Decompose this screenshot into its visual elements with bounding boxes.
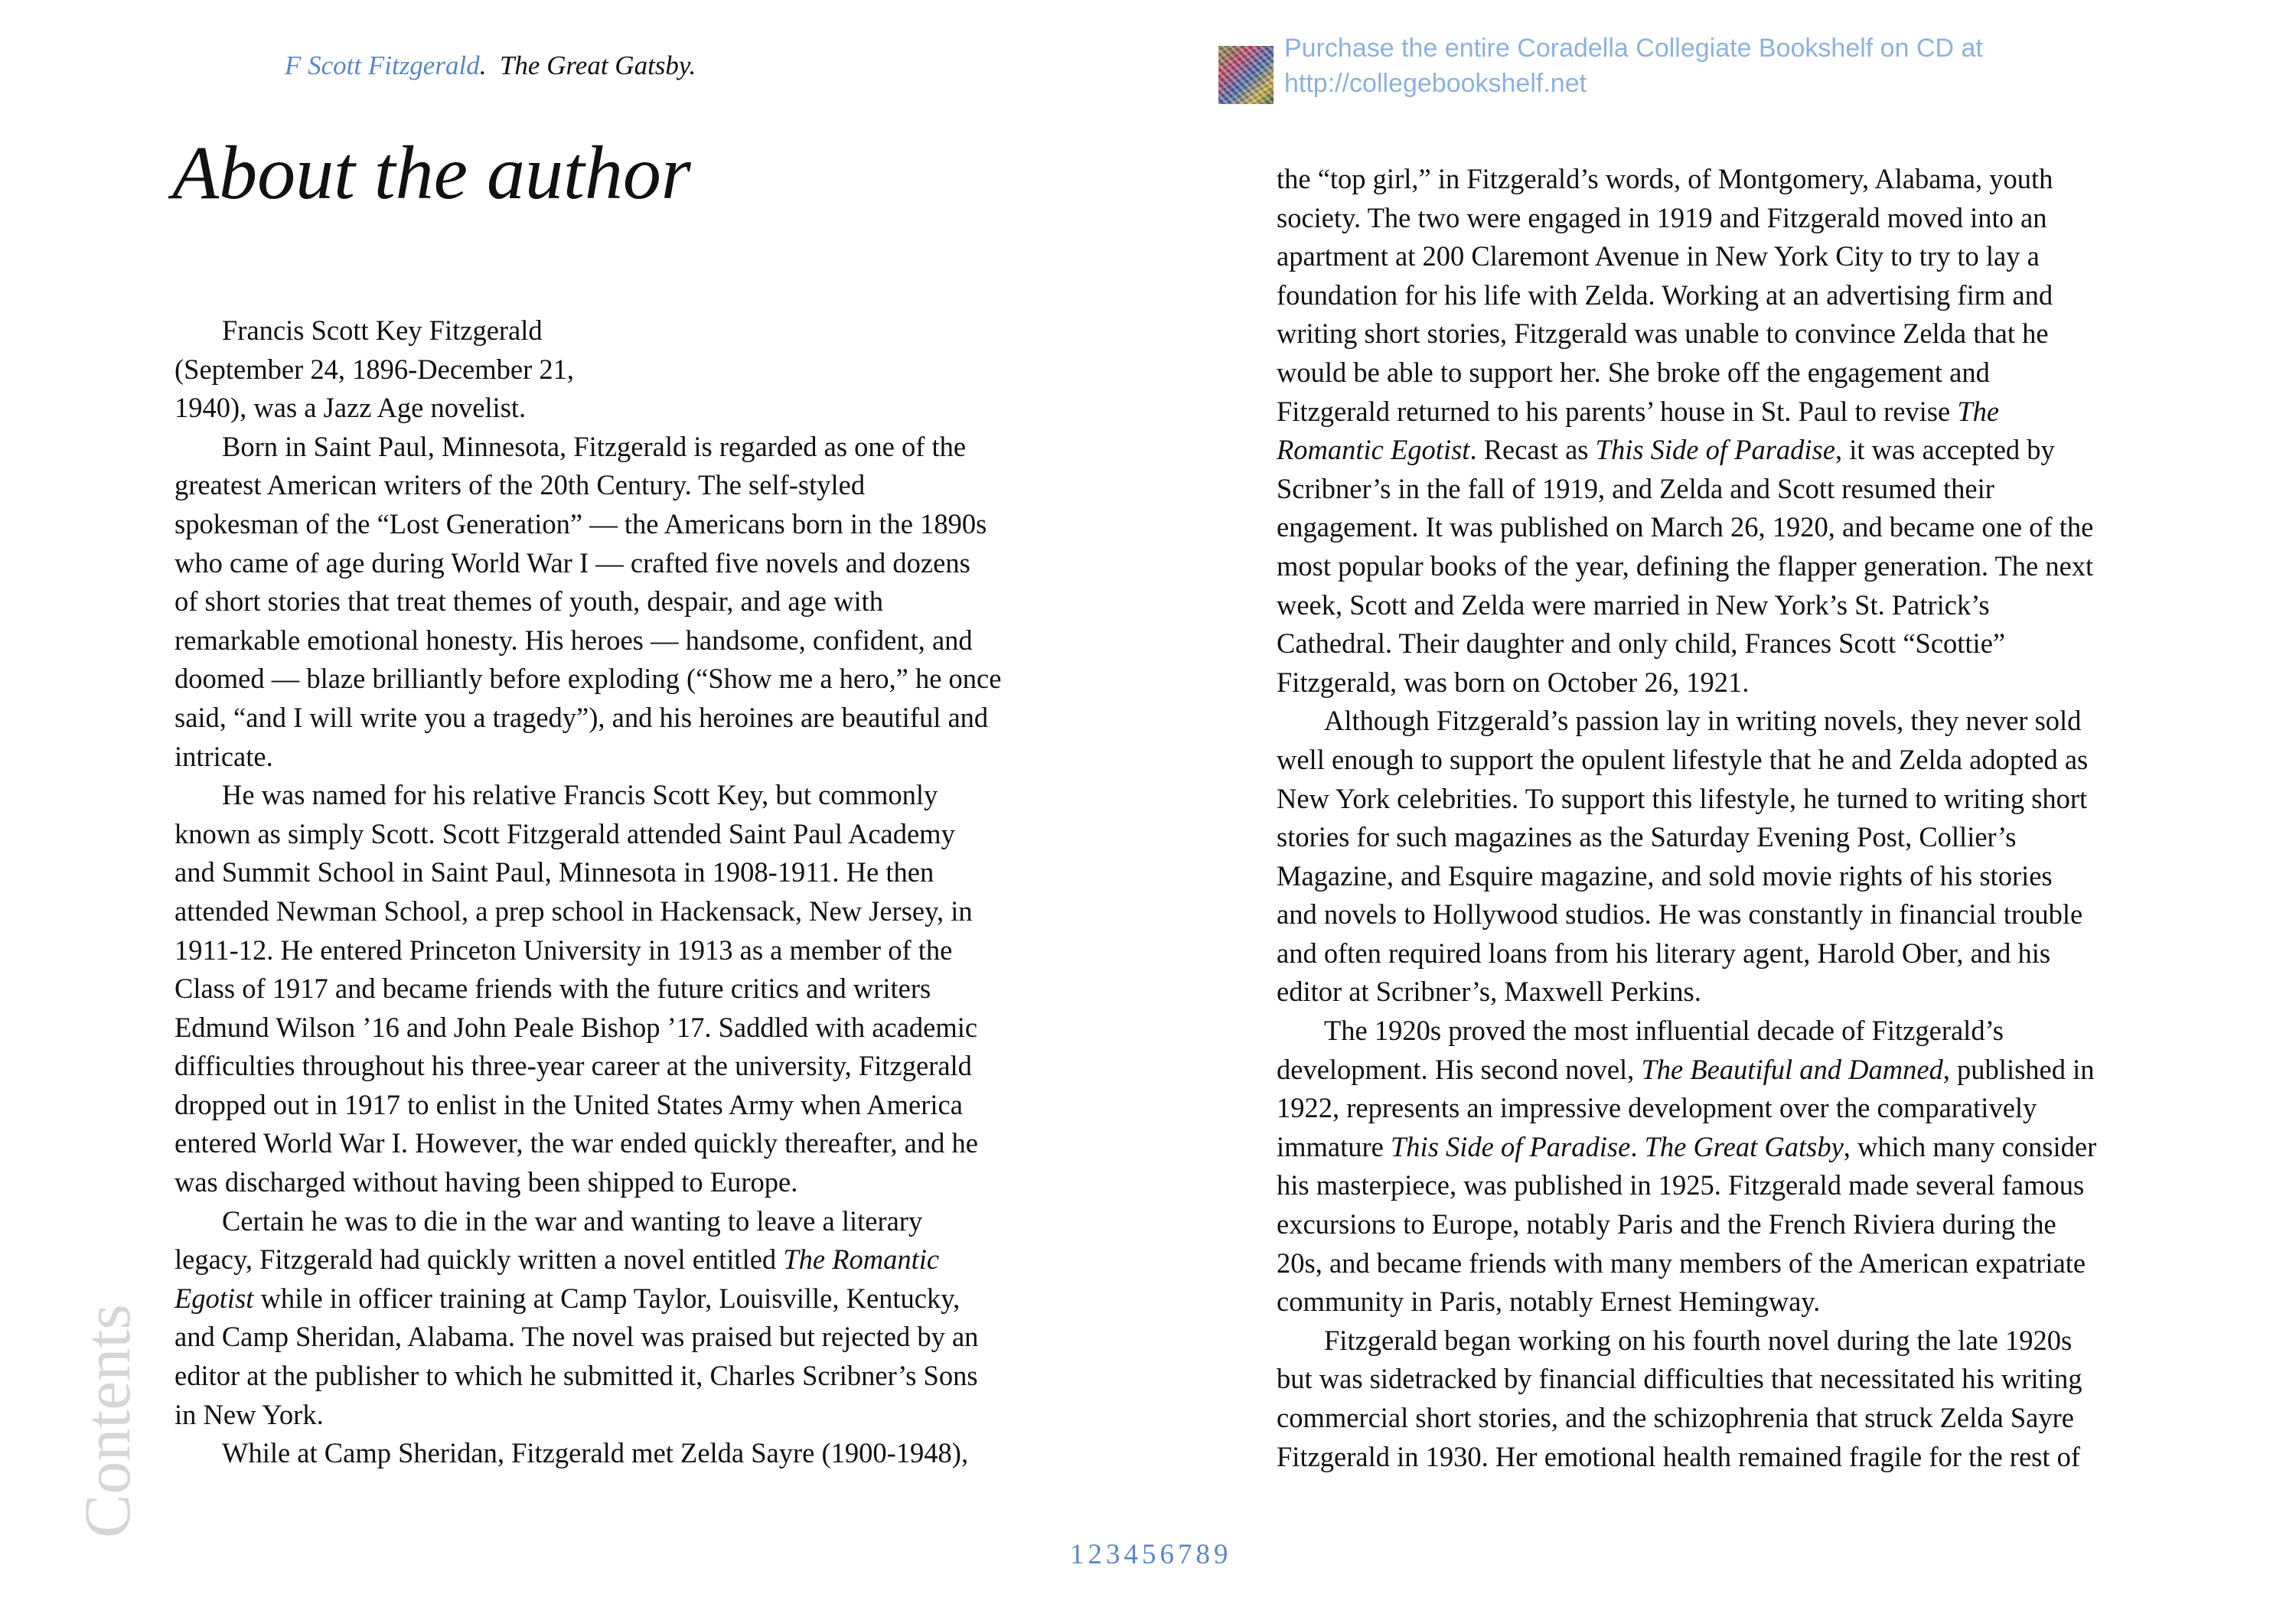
text-line: He was named for his relative Francis Scott Key, but commonly <box>222 779 938 811</box>
text-line: , published in <box>1942 1053 2095 1085</box>
text-line: and novels to Hollywood studios. He was constantly in financial trouble <box>1277 898 2083 931</box>
text-line: (September 24, 1896-December 21, <box>174 353 574 385</box>
text-line: in New York. <box>174 1398 324 1430</box>
coradella-logo-icon[interactable] <box>1218 46 1274 104</box>
book-title-italic: The Beautiful and Damned <box>1641 1053 1943 1085</box>
text-line: Fitzgerald returned to his parents’ house in St. Paul to revise <box>1277 395 1958 427</box>
text-line: the “top girl,” in Fitzgerald’s words, of Montgomery, Alabama, youth <box>1277 163 2053 194</box>
book-title-italic: The <box>1957 395 2000 427</box>
text-line: commercial short stories, and the schizophrenia that struck Zelda Sayre <box>1277 1402 2074 1433</box>
text-line: was discharged without having been shipped to Europe. <box>174 1166 798 1198</box>
text-line: apartment at 200 Claremont Avenue in New York City to try to lay a <box>1277 240 2040 272</box>
text-line: but was sidetracked by financial difficulties that necessitated his writing <box>1277 1363 2082 1395</box>
paragraph-education <box>174 776 1055 1202</box>
text-line: well enough to support the opulent lifestyle that he and Zelda adopted as <box>1277 743 2089 775</box>
text-line: Magazine, and Esquire magazine, and sold movie rights of his stories <box>1277 859 2053 892</box>
running-header <box>285 51 696 81</box>
paragraph-fourth-novel <box>1277 1322 2161 1476</box>
text-line: writing short stories, Fitzgerald was unable to convince Zelda that he <box>1277 318 2049 350</box>
text-line: spokesman of the “Lost Generation” — the Americans born in the 1890s <box>174 507 987 539</box>
page-link-9[interactable]: 9 <box>1214 1539 1228 1570</box>
paragraph-zelda <box>174 1434 1055 1473</box>
text-line: engagement. It was published on March 26, 1920, and became one of the <box>1277 511 2094 543</box>
text-line: excursions to Europe, notably Paris and the French Riviera during the <box>1277 1208 2056 1240</box>
text-line: remarkable emotional honesty. His heroes — handsome, confident, and <box>174 624 973 656</box>
text-line: difficulties throughout his three-year career at the university, Fitzgerald <box>174 1050 972 1082</box>
paragraph-birth <box>174 428 1055 776</box>
text-line: known as simply Scott. Scott Fitzgerald attended Saint Paul Academy <box>174 817 955 849</box>
text-line: and Camp Sheridan, Alabama. The novel was praised but rejected by an <box>174 1321 979 1353</box>
book-title-italic: This Side of Paradise <box>1595 434 1835 466</box>
page-link-6[interactable]: 6 <box>1159 1539 1174 1570</box>
text-line: Edmund Wilson ’16 and John Peale Bishop ’17. Saddled with academic <box>174 1011 978 1043</box>
text-line: 1940), was a Jazz Age novelist. <box>174 392 527 424</box>
text-line: entered World War I. However, the war ended quickly thereafter, and he <box>174 1127 978 1159</box>
text-line: 1911-12. He entered Princeton University in 1913 as a member of the <box>174 934 953 966</box>
text-line: stories for such magazines as the Saturday Evening Post, Collier’s <box>1277 821 2017 853</box>
promo-text[interactable] <box>1284 31 1983 101</box>
text-line: most popular books of the year, defining the flapper generation. The next <box>1277 549 2094 582</box>
page-link-1[interactable]: 1 <box>1070 1539 1084 1570</box>
promo-url[interactable]: http://collegebookshelf.net <box>1284 69 1587 98</box>
author-link[interactable]: F Scott Fitzgerald <box>285 51 480 80</box>
text-line: . Recast as <box>1469 434 1596 466</box>
book-title-italic: The Romantic <box>783 1244 940 1276</box>
text-line: . <box>1630 1130 1645 1162</box>
text-line: immature <box>1277 1130 1391 1162</box>
pagination <box>1070 1538 1232 1571</box>
contents-sidebar-link[interactable]: Contents <box>70 1304 144 1538</box>
text-line: and often required loans from his literary agent, Harold Ober, and his <box>1277 937 2051 969</box>
book-title-italic: Romantic Egotist <box>1277 434 1470 466</box>
text-line: Fitzgerald began working on his fourth novel during the late 1920s <box>1324 1324 2073 1356</box>
paragraph-1920s <box>1277 1012 2161 1322</box>
text-line: of short stories that treat themes of youth, despair, and age with <box>174 585 884 618</box>
text-line: While at Camp Sheridan, Fitzgerald met Zelda Sayre (1900-1948), <box>222 1437 969 1469</box>
text-line: foundation for his life with Zelda. Working at an advertising firm and <box>1277 279 2053 311</box>
text-line: greatest American writers of the 20th Century. The self-styled <box>174 469 866 501</box>
text-line: development. His second novel, <box>1277 1053 1642 1085</box>
text-line: and Summit School in Saint Paul, Minnesota in 1908-1911. He then <box>174 856 934 888</box>
text-line: society. The two were engaged in 1919 and Fitzgerald moved into an <box>1277 201 2047 233</box>
text-line: Fitzgerald, was born on October 26, 1921. <box>1277 666 1750 698</box>
text-line: intricate. <box>174 740 273 772</box>
text-line: 1922, represents an impressive development over the comparatively <box>1277 1092 2037 1124</box>
text-line: his masterpiece, was published in 1925. Fitzgerald made several famous <box>1277 1169 2085 1201</box>
text-line: editor at the publisher to which he submitted it, Charles Scribner’s Sons <box>174 1360 978 1392</box>
book-title-italic: The Great Gatsby <box>1644 1130 1844 1162</box>
text-line: New York celebrities. To support this lifestyle, he turned to writing short <box>1277 782 2088 814</box>
book-title: The Great Gatsby. <box>499 51 696 80</box>
paragraph-finances <box>1277 702 2161 1012</box>
left-column <box>174 311 1055 1473</box>
text-line: editor at Scribner’s, Maxwell Perkins. <box>1277 976 1701 1008</box>
paragraph-engagement <box>1277 160 2161 702</box>
text-line: said, “and I will write you a tragedy”), and his heroines are beautiful and <box>174 701 989 733</box>
paragraph-intro <box>174 311 1055 428</box>
page-link-4[interactable]: 4 <box>1124 1539 1138 1570</box>
promo-line-1[interactable]: Purchase the entire Coradella Collegiate Bookshelf on CD at <box>1284 34 1983 63</box>
text-line: Certain he was to die in the war and wanting to leave a literary <box>222 1204 923 1237</box>
text-line: 20s, and became friends with many members of the American expatriate <box>1277 1247 2086 1279</box>
text-line: , which many consider <box>1843 1130 2097 1162</box>
text-line: doomed — blaze brilliantly before exploding (“Show me a hero,” he once <box>174 663 1002 695</box>
text-line: Francis Scott Key Fitzgerald <box>222 315 543 346</box>
text-line: Born in Saint Paul, Minnesota, Fitzgerald is regarded as one of the <box>222 430 967 462</box>
paragraph-romantic-egotist <box>174 1202 1055 1435</box>
text-line: would be able to support her. She broke off the engagement and <box>1277 356 1990 388</box>
text-line: week, Scott and Zelda were married in New York’s St. Patrick’s <box>1277 588 1990 621</box>
text-line: legacy, Fitzgerald had quickly written a novel entitled <box>174 1244 784 1276</box>
text-line: Scribner’s in the fall of 1919, and Zelda and Scott resumed their <box>1277 472 1994 504</box>
text-line: Fitzgerald in 1930. Her emotional health remained fragile for the rest of <box>1277 1440 2081 1472</box>
text-line: while in officer training at Camp Taylor, Louisville, Kentucky, <box>253 1282 960 1314</box>
header-separator: . <box>479 51 487 80</box>
text-line: community in Paris, notably Ernest Hemingway. <box>1277 1286 1821 1318</box>
page-title: About the author <box>172 130 691 215</box>
text-line: attended Newman School, a prep school in Hackensack, New Jersey, in <box>174 895 973 927</box>
text-line: , it was accepted by <box>1835 434 2055 466</box>
page-link-5[interactable]: 5 <box>1142 1539 1156 1570</box>
page-link-8[interactable]: 8 <box>1195 1539 1210 1570</box>
page-link-2[interactable]: 2 <box>1088 1539 1102 1570</box>
right-column <box>1277 160 2161 1476</box>
text-line: Class of 1917 and became friends with the future critics and writers <box>174 973 931 1005</box>
book-title-italic: Egotist <box>174 1282 254 1314</box>
text-line: Although Fitzgerald’s passion lay in writing novels, they never sold <box>1324 705 2082 737</box>
page-link-3[interactable]: 3 <box>1106 1539 1120 1570</box>
text-line: who came of age during World War I — crafted five novels and dozens <box>174 546 970 579</box>
text-line: dropped out in 1917 to enlist in the United States Army when America <box>174 1088 963 1120</box>
page-link-7[interactable]: 7 <box>1178 1539 1192 1570</box>
text-line: The 1920s proved the most influential decade of Fitzgerald’s <box>1324 1015 2004 1047</box>
text-line: Cathedral. Their daughter and only child, Frances Scott “Scottie” <box>1277 627 2006 660</box>
book-title-italic: This Side of Paradise <box>1391 1130 1631 1162</box>
